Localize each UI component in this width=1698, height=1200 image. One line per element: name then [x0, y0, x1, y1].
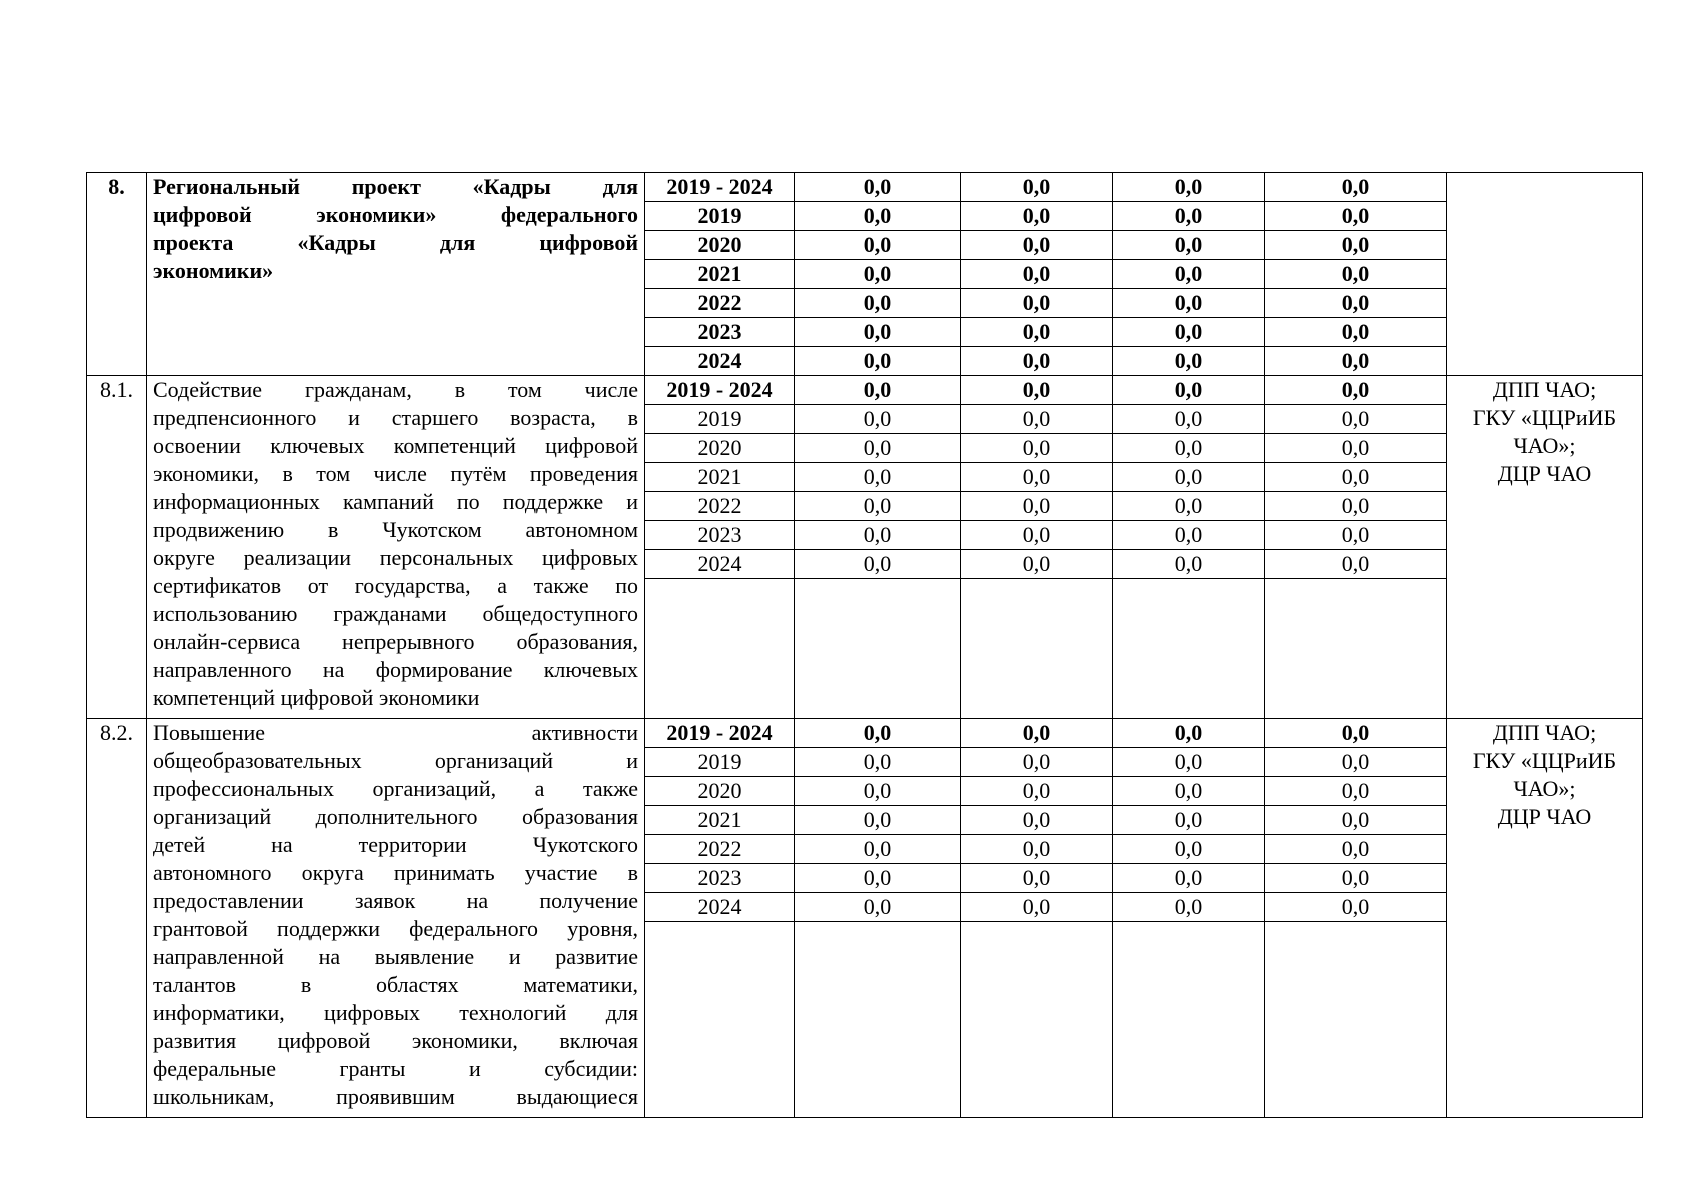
value-cell: 0,0 [795, 231, 961, 260]
year-cell: 2024 [645, 893, 795, 922]
value-cell: 0,0 [795, 318, 961, 347]
description-line: предоставлении заявок на получение [153, 888, 638, 913]
value-cell: 0,0 [1113, 173, 1265, 202]
year-cell: 2019 - 2024 [645, 719, 795, 748]
value-cell: 0,0 [795, 173, 961, 202]
description-line: Повышение активности [153, 720, 638, 745]
value-cell: 0,0 [1113, 893, 1265, 922]
value-cell: 0,0 [795, 719, 961, 748]
value-cell: 0,0 [961, 347, 1113, 376]
value-cell: 0,0 [795, 806, 961, 835]
year-cell: 2023 [645, 864, 795, 893]
value-cell: 0,0 [1113, 864, 1265, 893]
year-cell: 2019 [645, 748, 795, 777]
value-cell: 0,0 [1265, 318, 1447, 347]
executor-cell [1447, 173, 1643, 376]
executor-line: ГКУ «ЦЦРиИБ [1472, 405, 1617, 430]
value-cell: 0,0 [1265, 231, 1447, 260]
value-cell: 0,0 [961, 318, 1113, 347]
description-line: общеобразовательных организаций и [153, 748, 638, 773]
value-cell: 0,0 [961, 231, 1113, 260]
description-line: продвижению в Чукотском автономном [153, 517, 638, 542]
executor-line: ГКУ «ЦЦРиИБ [1472, 748, 1617, 773]
description-line: использованию гражданами общедоступного [153, 601, 638, 626]
value-cell: 0,0 [795, 864, 961, 893]
value-cell: 0,0 [1265, 864, 1447, 893]
value-cell: 0,0 [1265, 748, 1447, 777]
value-cell: 0,0 [1113, 748, 1265, 777]
year-cell: 2019 - 2024 [645, 173, 795, 202]
year-cell: 2020 [645, 777, 795, 806]
description-line: информационных кампаний по поддержке и [153, 489, 638, 514]
executor-line: ЧАО»; [1513, 433, 1576, 458]
value-cell: 0,0 [961, 806, 1113, 835]
value-cell: 0,0 [795, 835, 961, 864]
value-cell: 0,0 [1113, 521, 1265, 550]
value-cell: 0,0 [1265, 893, 1447, 922]
empty-cell [1113, 579, 1265, 719]
executor-line: ЧАО»; [1513, 776, 1576, 801]
value-cell: 0,0 [1113, 434, 1265, 463]
value-cell: 0,0 [1265, 202, 1447, 231]
value-cell: 0,0 [961, 835, 1113, 864]
year-cell: 2023 [645, 318, 795, 347]
value-cell: 0,0 [795, 748, 961, 777]
executor-line: ДЦР ЧАО [1497, 461, 1592, 486]
empty-cell [795, 579, 961, 719]
value-cell: 0,0 [1265, 260, 1447, 289]
value-cell: 0,0 [795, 893, 961, 922]
value-cell: 0,0 [961, 434, 1113, 463]
section-number: 8.1. [87, 376, 147, 719]
description-line: организаций дополнительного образования [153, 804, 638, 829]
value-cell: 0,0 [961, 376, 1113, 405]
value-cell: 0,0 [795, 376, 961, 405]
value-cell: 0,0 [961, 521, 1113, 550]
description-line: экономики, в том числе путём проведения [153, 461, 638, 486]
empty-cell [1265, 579, 1447, 719]
value-cell: 0,0 [1113, 405, 1265, 434]
section-description [147, 376, 645, 719]
year-cell: 2024 [645, 550, 795, 579]
empty-cell [795, 922, 961, 1118]
value-cell: 0,0 [1113, 719, 1265, 748]
year-cell: 2022 [645, 835, 795, 864]
value-cell: 0,0 [1113, 492, 1265, 521]
description-line: федеральные гранты и субсидии: [153, 1056, 638, 1081]
section-number: 8.2. [87, 719, 147, 1118]
value-cell: 0,0 [795, 289, 961, 318]
value-cell: 0,0 [1265, 806, 1447, 835]
description-line: экономики» [153, 258, 274, 283]
value-cell: 0,0 [1113, 463, 1265, 492]
value-cell: 0,0 [961, 748, 1113, 777]
empty-cell [645, 922, 795, 1118]
year-cell: 2019 - 2024 [645, 376, 795, 405]
value-cell: 0,0 [961, 719, 1113, 748]
value-cell: 0,0 [961, 893, 1113, 922]
table-row [87, 173, 1643, 202]
value-cell: 0,0 [1265, 376, 1447, 405]
year-cell: 2022 [645, 492, 795, 521]
year-cell: 2021 [645, 260, 795, 289]
value-cell: 0,0 [1265, 719, 1447, 748]
value-cell: 0,0 [1113, 231, 1265, 260]
value-cell: 0,0 [1265, 173, 1447, 202]
year-cell: 2019 [645, 405, 795, 434]
value-cell: 0,0 [1113, 550, 1265, 579]
value-cell: 0,0 [1265, 434, 1447, 463]
description-line: направленного на формирование ключевых [153, 657, 638, 682]
value-cell: 0,0 [1265, 347, 1447, 376]
value-cell: 0,0 [1113, 376, 1265, 405]
description-line: освоении ключевых компетенций цифровой [153, 433, 638, 458]
value-cell: 0,0 [795, 405, 961, 434]
year-cell: 2024 [645, 347, 795, 376]
value-cell: 0,0 [961, 405, 1113, 434]
empty-cell [645, 579, 795, 719]
section-description [147, 173, 645, 376]
value-cell: 0,0 [961, 289, 1113, 318]
value-cell: 0,0 [961, 492, 1113, 521]
table-row [87, 719, 1643, 748]
value-cell: 0,0 [961, 202, 1113, 231]
value-cell: 0,0 [1265, 777, 1447, 806]
description-line: проекта «Кадры для цифровой [153, 230, 638, 255]
description-line: талантов в областях математики, [153, 972, 638, 997]
value-cell: 0,0 [1113, 347, 1265, 376]
year-cell: 2019 [645, 202, 795, 231]
budget-table [86, 172, 1643, 1118]
year-cell: 2023 [645, 521, 795, 550]
description-line: направленной на выявление и развитие [153, 944, 638, 969]
table-body [87, 173, 1643, 1118]
executor-cell [1447, 719, 1643, 1118]
value-cell: 0,0 [1265, 835, 1447, 864]
value-cell: 0,0 [1265, 492, 1447, 521]
value-cell: 0,0 [1265, 289, 1447, 318]
description-line: цифровой экономики» федерального [153, 202, 638, 227]
description-line: онлайн-сервиса непрерывного образования, [153, 629, 638, 654]
value-cell: 0,0 [961, 864, 1113, 893]
executor-line: ДПП ЧАО; [1492, 377, 1597, 402]
description-line: Региональный проект «Кадры для [153, 174, 638, 199]
value-cell: 0,0 [1265, 463, 1447, 492]
description-line: автономного округа принимать участие в [153, 860, 638, 885]
value-cell: 0,0 [795, 347, 961, 376]
value-cell: 0,0 [961, 550, 1113, 579]
value-cell: 0,0 [795, 434, 961, 463]
value-cell: 0,0 [1113, 202, 1265, 231]
section-description [147, 719, 645, 1118]
value-cell: 0,0 [1113, 318, 1265, 347]
value-cell: 0,0 [961, 260, 1113, 289]
value-cell: 0,0 [795, 463, 961, 492]
value-cell: 0,0 [1113, 806, 1265, 835]
executor-line: ДЦР ЧАО [1497, 804, 1592, 829]
description-line: информатики, цифровых технологий для [153, 1000, 638, 1025]
description-line: округе реализации персональных цифровых [153, 545, 638, 570]
value-cell: 0,0 [1265, 550, 1447, 579]
value-cell: 0,0 [1113, 289, 1265, 318]
value-cell: 0,0 [1265, 405, 1447, 434]
year-cell: 2021 [645, 463, 795, 492]
description-line: детей на территории Чукотского [153, 832, 638, 857]
value-cell: 0,0 [961, 173, 1113, 202]
value-cell: 0,0 [1113, 777, 1265, 806]
description-line: Содействие гражданам, в том числе [153, 377, 638, 402]
executor-cell [1447, 376, 1643, 719]
executor-line: ДПП ЧАО; [1492, 720, 1597, 745]
description-line: сертификатов от государства, а также по [153, 573, 638, 598]
value-cell: 0,0 [1113, 835, 1265, 864]
value-cell: 0,0 [795, 521, 961, 550]
empty-cell [1265, 922, 1447, 1118]
year-cell: 2020 [645, 434, 795, 463]
description-line: компетенций цифровой экономики [153, 685, 480, 710]
value-cell: 0,0 [1113, 260, 1265, 289]
description-line: профессиональных организаций, а также [153, 776, 638, 801]
empty-cell [961, 579, 1113, 719]
value-cell: 0,0 [961, 463, 1113, 492]
description-line: школьникам, проявившим выдающиеся [153, 1084, 638, 1109]
value-cell: 0,0 [1265, 521, 1447, 550]
description-line: грантовой поддержки федерального уровня, [153, 916, 638, 941]
value-cell: 0,0 [795, 202, 961, 231]
value-cell: 0,0 [961, 777, 1113, 806]
section-number: 8. [87, 173, 147, 376]
empty-cell [961, 922, 1113, 1118]
value-cell: 0,0 [795, 260, 961, 289]
description-line: развития цифровой экономики, включая [153, 1028, 638, 1053]
description-line: предпенсионного и старшего возраста, в [153, 405, 638, 430]
year-cell: 2021 [645, 806, 795, 835]
value-cell: 0,0 [795, 777, 961, 806]
year-cell: 2022 [645, 289, 795, 318]
value-cell: 0,0 [795, 492, 961, 521]
table-row [87, 376, 1643, 405]
empty-cell [1113, 922, 1265, 1118]
value-cell: 0,0 [795, 550, 961, 579]
year-cell: 2020 [645, 231, 795, 260]
